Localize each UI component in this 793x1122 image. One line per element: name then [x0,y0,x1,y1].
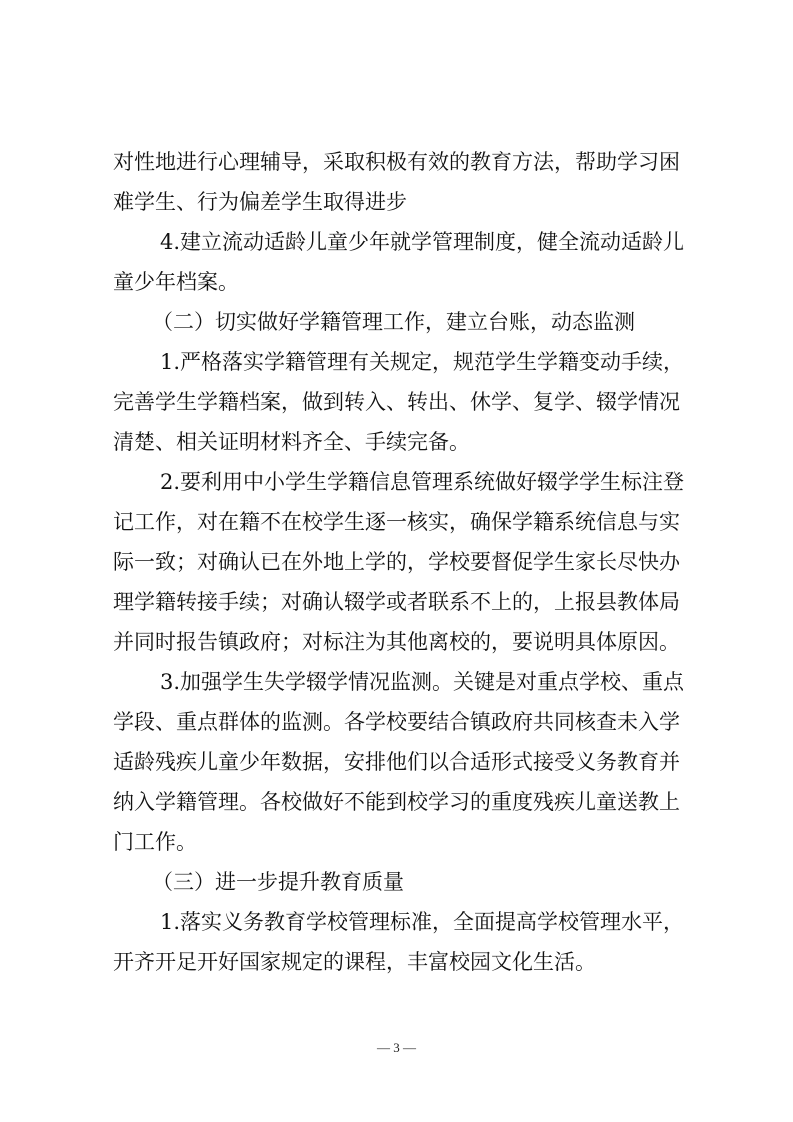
text-line: 学段、重点群体的监测。各学校要结合镇政府共同核查未入学 [113,710,680,734]
text-line: 1.严格落实学籍管理有关规定，规范学生学籍变动手续， [160,350,685,374]
text-line: 童少年档案。 [113,270,239,294]
text-line: 1.落实义务教育学校管理标准，全面提高学校管理水平， [160,910,685,934]
text-line: 开齐开足开好国家规定的课程，丰富校园文化生活。 [113,950,596,974]
section-heading: （三）进一步提升教育质量 [152,870,404,894]
text-line: 完善学生学籍档案，做到转入、转出、休学、复学、辍学情况 [113,390,680,414]
text-line: 2.要利用中小学生学籍信息管理系统做好辍学学生标注登 [160,470,685,494]
text-line: 3.加强学生失学辍学情况监测。关键是对重点学校、重点 [160,670,685,694]
section-heading: （二）切实做好学籍管理工作，建立台账，动态监测 [152,310,635,334]
text-line: 理学籍转接手续；对确认辍学或者联系不上的，上报县教体局 [113,590,680,614]
text-line: 难学生、行为偏差学生取得进步 [113,190,407,214]
page-number: — 3 — [377,1040,416,1055]
text-line: 对性地进行心理辅导，采取积极有效的教育方法，帮助学习困 [113,150,680,174]
text-line: 并同时报告镇政府；对标注为其他离校的，要说明具体原因。 [113,630,680,654]
text-line: 记工作，对在籍不在校学生逐一核实，确保学籍系统信息与实 [113,510,680,534]
text-line: 际一致；对确认已在外地上学的，学校要督促学生家长尽快办 [113,550,680,574]
text-line: 门工作。 [113,830,197,854]
text-line: 适龄残疾儿童少年数据，安排他们以合适形式接受义务教育并 [113,750,680,774]
text-line: 纳入学籍管理。各校做好不能到校学习的重度残疾儿童送教上 [113,790,680,814]
text-line: 4.建立流动适龄儿童少年就学管理制度，健全流动适龄儿 [160,230,685,254]
text-line: 清楚、相关证明材料齐全、手续完备。 [113,430,470,454]
